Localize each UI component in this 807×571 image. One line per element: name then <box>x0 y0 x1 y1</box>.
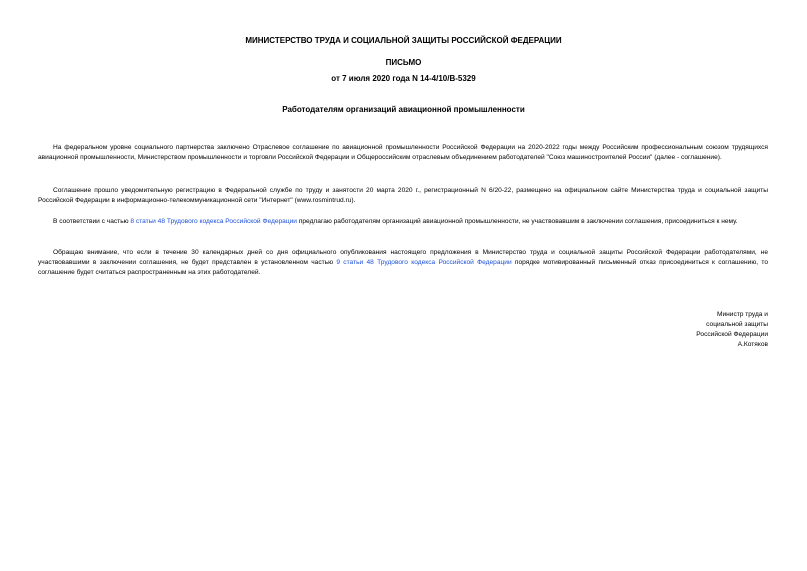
document-type: ПИСЬМО <box>385 58 422 67</box>
paragraph-3-after: предлагаю работодателям организаций авиационной промышленности, не участвовавшим в заключении соглашения, присоединиться к нему. <box>296 218 738 225</box>
signature-block <box>696 310 768 350</box>
paragraph-4 <box>38 248 768 278</box>
paragraph-3 <box>38 217 768 227</box>
signatory-name: А.Котяков <box>737 341 768 348</box>
labor-code-article-48-part-8-link[interactable]: 8 статьи 48 Трудового кодекса Российской Федерации <box>130 218 297 225</box>
document-addressee: Работодателям организаций авиационной промышленности <box>282 105 525 114</box>
ministry-title: МИНИСТЕРСТВО ТРУДА И СОЦИАЛЬНОЙ ЗАЩИТЫ РОССИЙСКОЙ ФЕДЕРАЦИИ <box>245 36 562 45</box>
paragraph-4-before: Обращаю внимание, что если в течение 30 календарных дней со дня официального опубликования настоящего предложения в Министерство труда и социальной защиты Российской Федерации работодателями, не участвовавшими в заключении соглашения, не будет представлен в установленном частью <box>38 249 768 266</box>
signature-line-1: Министр труда и <box>716 311 768 318</box>
labor-code-article-48-part-9-link[interactable]: 9 статьи 48 Трудового кодекса Российской Федерации <box>336 259 512 266</box>
signature-line-2: социальной защиты <box>706 321 768 328</box>
paragraph-3-text <box>38 217 768 227</box>
paragraph-1 <box>38 143 768 163</box>
paragraph-4-text <box>38 248 768 278</box>
paragraph-1-text: На федеральном уровне социального партнерства заключено Отраслевое соглашение по авиационной промышленности Российской Федерации на 2020-2022 годы между Российским профессиональным союзом трудящихся авиационной промышленности, Министерством промышленности и торговли Российской Федерации и Общероссийским отраслевым объединением работодателей "Союз машиностроителей России" (далее - соглашение). <box>38 144 768 161</box>
paragraph-3-before: В соответствии с частью <box>53 218 131 225</box>
paragraph-2 <box>38 186 768 206</box>
document-date-number: от 7 июля 2020 года N 14-4/10/В-5329 <box>331 74 476 83</box>
signature-line-3: Российской Федерации <box>696 331 768 338</box>
paragraph-2-text: Соглашение прошло уведомительную регистрацию в Федеральной службе по труду и занятости 20 марта 2020 г., регистрационный N 6/20-22, размещено на официальном сайте Министерства труда и социальной защиты Российской Федерации в информационно-телекоммуникационной сети "Интернет" (www.rosmintrud.ru). <box>38 187 768 204</box>
paragraph-4-after: порядке мотивированный письменный отказ присоединиться к соглашению, то соглашение будет считаться распространенным на этих работодателей. <box>38 259 769 276</box>
